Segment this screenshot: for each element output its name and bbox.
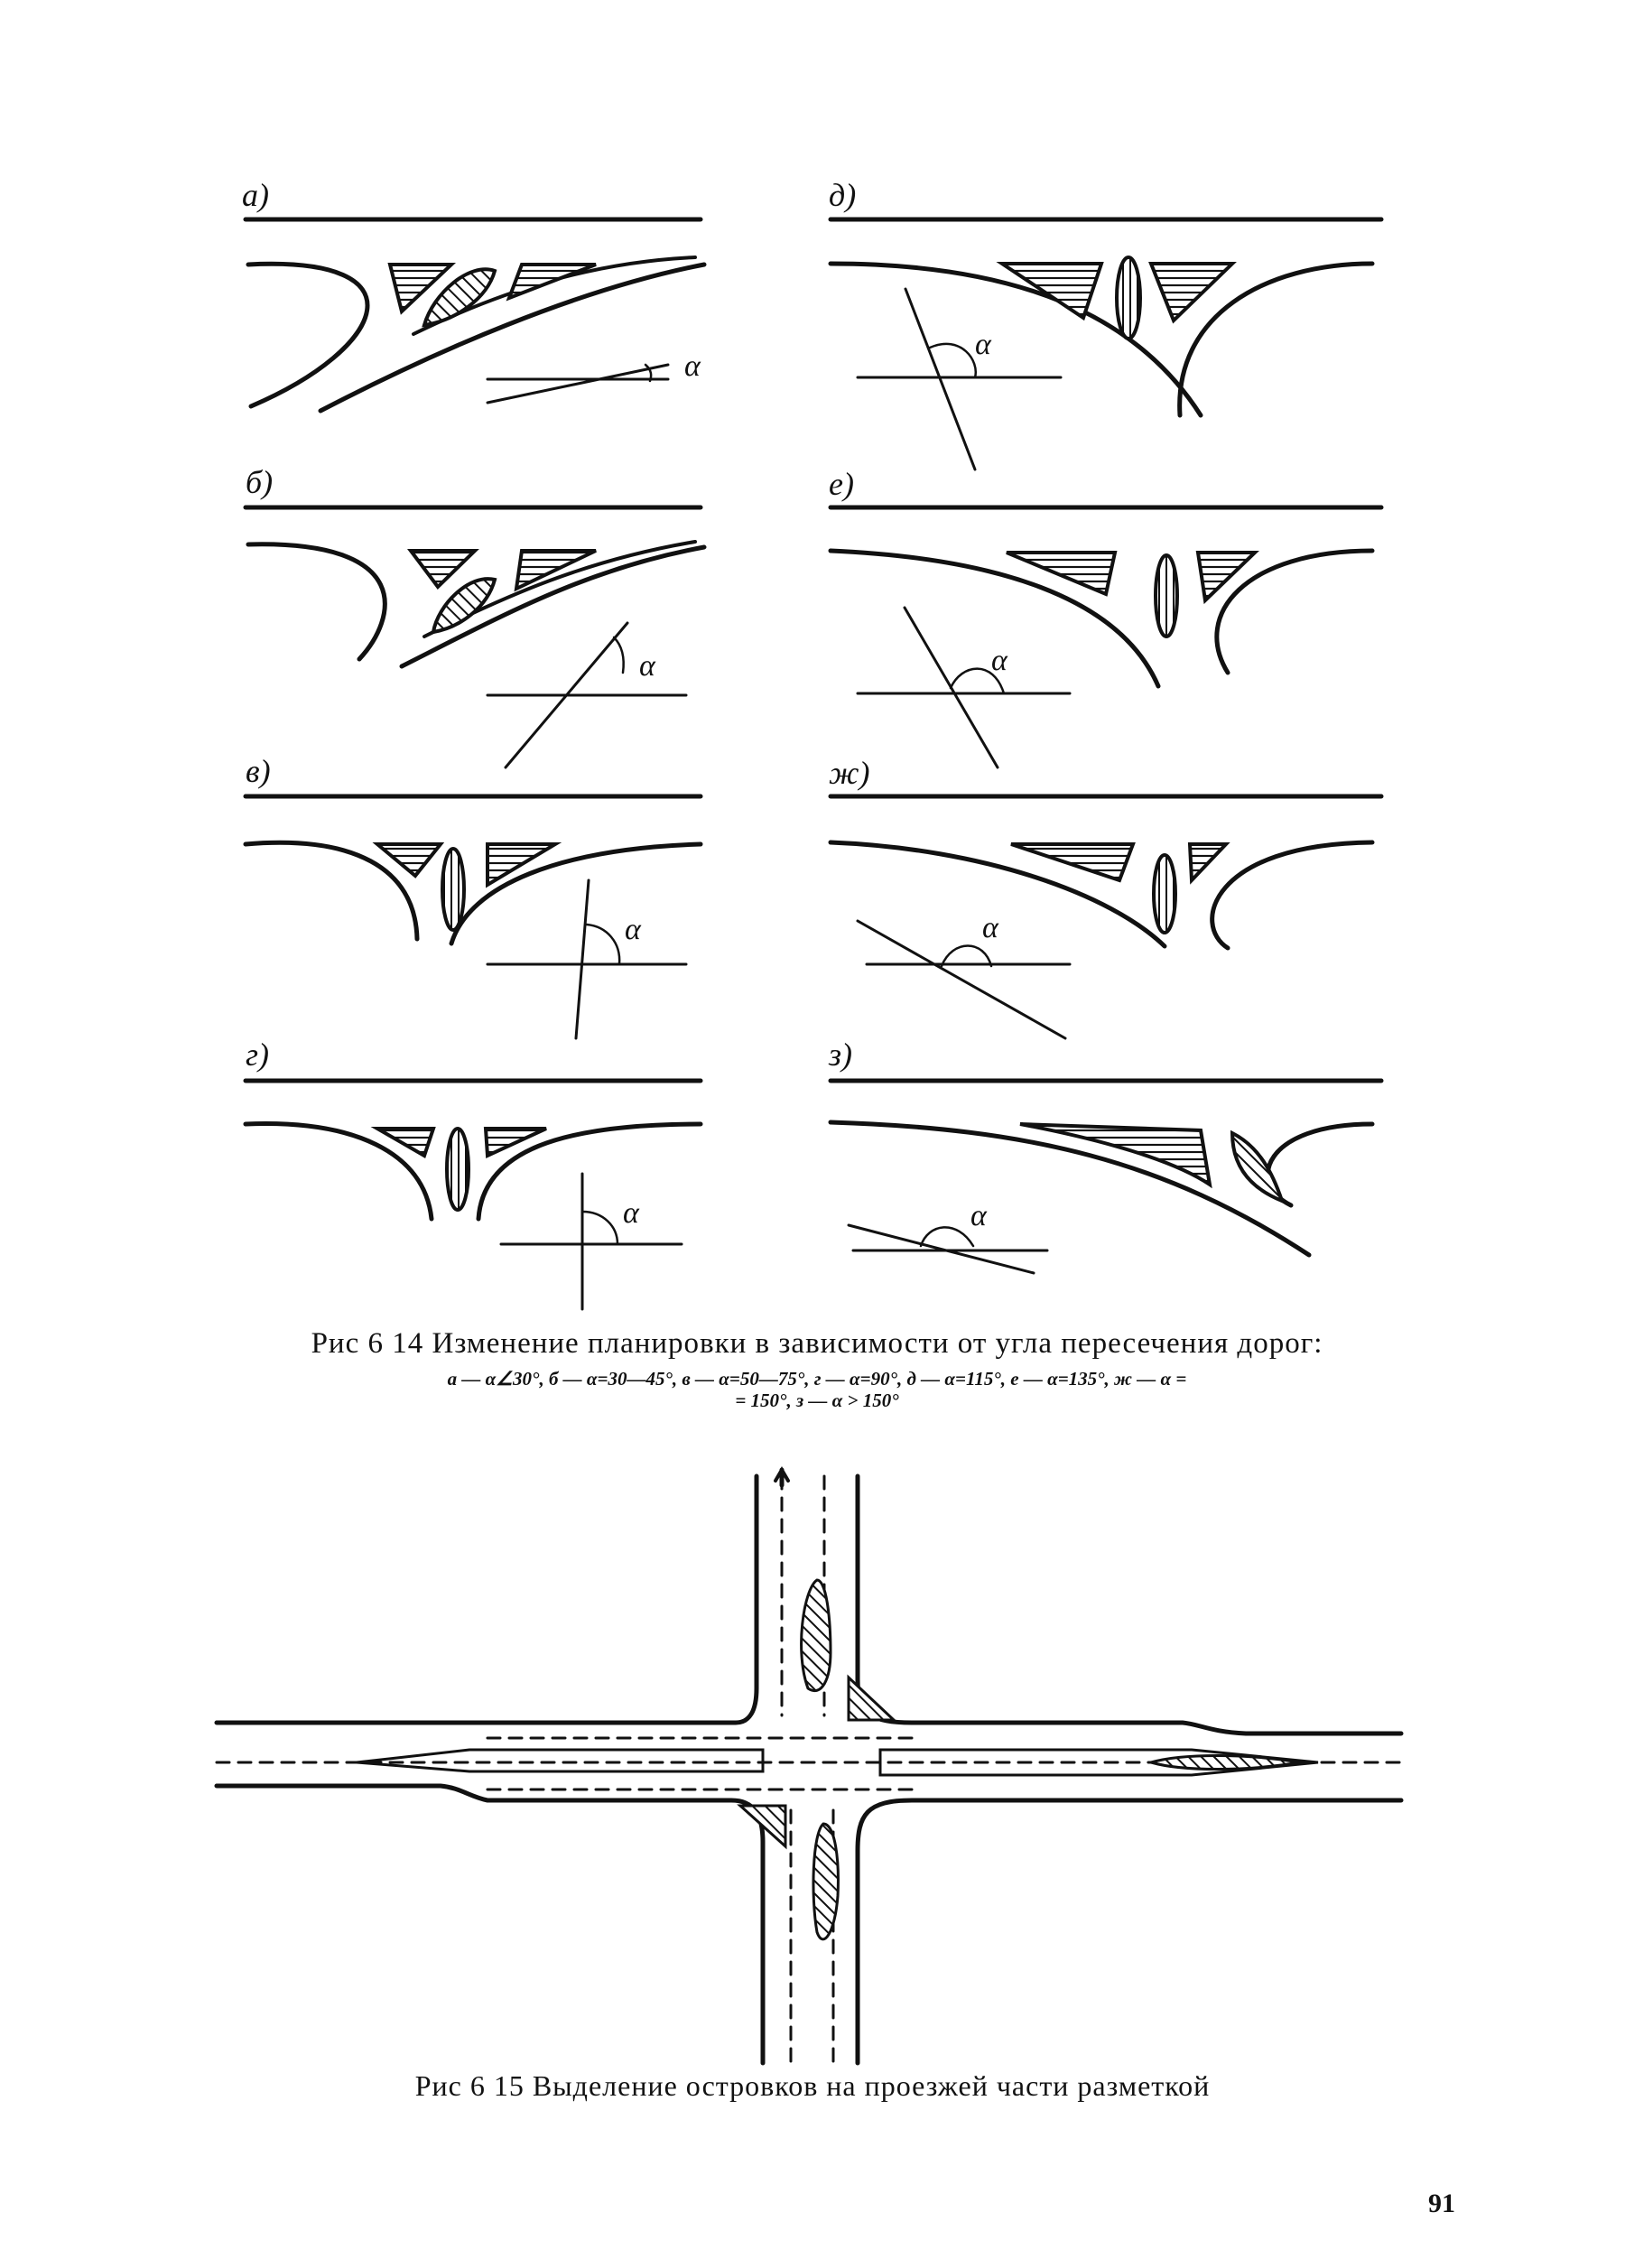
panel-zh — [831, 796, 1381, 1038]
page-number: 91 — [1428, 2189, 1455, 2218]
panel-labels — [242, 177, 869, 1073]
angle-symbols — [623, 328, 1008, 1232]
panel-label-zh: ж) — [829, 755, 870, 791]
island — [1198, 553, 1255, 600]
island — [1007, 553, 1115, 594]
island — [1190, 844, 1226, 880]
alpha-d: α — [975, 328, 991, 361]
alpha-e: α — [991, 644, 1008, 677]
alpha-a: α — [684, 349, 701, 383]
figure-6-15-intersection — [217, 1470, 1401, 2063]
alpha-g: α — [623, 1196, 639, 1230]
alpha-z: α — [970, 1199, 987, 1232]
figure-6-14-subcaption-line-1: а — α∠30°, б — α=30—45°, в — α=50—75°, г — α=90°, д — α=115°, е — α=135°, ж — α = — [447, 1368, 1187, 1390]
figure-6-14-caption: Рис 6 14 Изменение планировки в зависимости от угла пересечения дорог: — [311, 1327, 1323, 1360]
island — [1117, 257, 1140, 339]
island — [1020, 1124, 1210, 1185]
panel-a — [246, 219, 704, 411]
island — [849, 1678, 894, 1720]
island — [1156, 555, 1177, 637]
alpha-b: α — [639, 649, 655, 683]
figure-6-15-caption: Рис 6 15 Выделение островков на проезжей части разметкой — [414, 2069, 1211, 2102]
panel-label-v: в) — [246, 753, 271, 789]
figure-6-14-subcaption-line-2: = 150°, з — α > 150° — [735, 1390, 899, 1411]
island — [813, 1824, 838, 1939]
panel-label-g: г) — [246, 1036, 270, 1073]
panel-z — [831, 1081, 1381, 1273]
panel-label-z: з) — [829, 1036, 853, 1073]
panel-label-d: д) — [829, 177, 857, 213]
panel-label-e: е) — [829, 466, 854, 502]
alpha-v: α — [625, 913, 641, 946]
island — [411, 551, 475, 587]
island — [802, 1580, 831, 1691]
island — [442, 849, 464, 930]
island — [486, 1129, 546, 1156]
island — [1232, 1133, 1282, 1201]
panel-e — [831, 507, 1381, 767]
island — [447, 1129, 469, 1210]
alpha-zh: α — [982, 911, 998, 944]
panel-b — [246, 507, 704, 767]
island — [1154, 855, 1175, 933]
figure-6-14-subcaption — [181, 1368, 1453, 1411]
island — [1002, 264, 1101, 318]
panel-label-b: б) — [246, 464, 274, 500]
panel-d — [831, 219, 1381, 469]
panel-g — [246, 1081, 701, 1309]
panel-label-a: а) — [242, 177, 269, 213]
island — [509, 265, 596, 298]
